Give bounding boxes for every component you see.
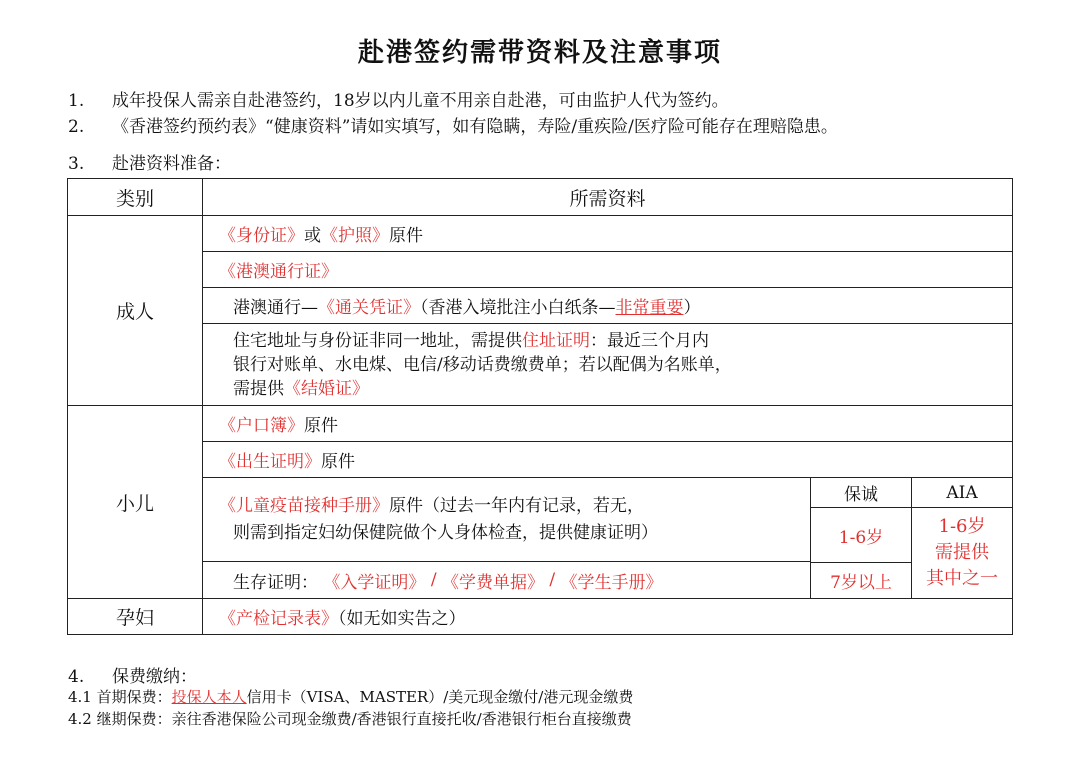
doc-id-card: 《身份证》 [219, 226, 304, 246]
first-premium-line: 4.1 首期保费：投保人本人信用卡（VISA、MASTER）/美元现金缴付/港元现金缴费 [68, 688, 634, 706]
vaccine-record-block [203, 478, 810, 562]
note-text: 成年投保人需亲自赴港签约，18岁以内儿童不用亲自赴港，可由监护人代为签约。 [112, 91, 729, 111]
doc-prefix: 生存证明： [233, 572, 318, 593]
prudential-column [811, 478, 912, 563]
address-line-2: 银行对账单、水电煤、电信/移动话费缴费单；若以配偶为名账单， [233, 354, 732, 375]
policyholder-emphasis: 投保人本人 [171, 688, 247, 706]
table-row [68, 288, 1013, 324]
category-pregnant: 孕妇 [68, 599, 203, 635]
note-number: 3. [68, 154, 85, 174]
prudential-header: 保诚 [811, 478, 911, 508]
prudential-age-range: 1-6岁 [838, 527, 884, 548]
note-number: 2. [68, 117, 85, 137]
materials-cell [203, 288, 1013, 324]
materials-cell [203, 216, 1013, 252]
survival-proof-block: 生存证明： 《入学证明》 / 《学费单据》 / 《学生手册》 [203, 562, 810, 598]
page-title: 赴港签约需带资料及注意事项 [357, 38, 722, 68]
materials-cell [203, 324, 1013, 406]
doc-suffix: （如无如实告之） [338, 609, 466, 629]
aia-header: AIA [912, 478, 1012, 508]
doc-suffix: ） [683, 298, 701, 318]
materials-header: 所需资料 [203, 179, 1013, 216]
prudential-age-over-7: 7岁以上 [811, 563, 912, 599]
premium-heading: 4. 保费缴纳： [68, 667, 197, 687]
doc-suffix: 原件 [389, 226, 423, 246]
category-child: 小儿 [68, 406, 203, 599]
table-row [68, 442, 1013, 478]
doc-tuition-receipt: 《学费单据》 [441, 572, 544, 593]
materials-cell [203, 442, 1013, 478]
renewal-premium-line: 4.2 继期保费：亲往香港保险公司现金缴费/香港银行直接托收/香港银行柜台直接缴费 [68, 710, 632, 728]
note-1 [68, 86, 729, 111]
table-row [68, 599, 1013, 635]
aia-column [912, 478, 1013, 599]
doc-birth-certificate: 《出生证明》 [219, 452, 321, 472]
doc-suffix: 原件 [321, 452, 355, 472]
important-emphasis: 非常重要 [615, 298, 684, 318]
doc-note: （香港入境批注小白纸条— [420, 298, 616, 318]
doc-student-handbook: 《学生手册》 [560, 572, 663, 593]
table-row [68, 406, 1013, 442]
requirements-table [67, 178, 1013, 635]
doc-suffix: 原件 [304, 416, 338, 436]
table-row [68, 252, 1013, 288]
materials-cell [203, 478, 811, 599]
note-text: 赴港资料准备： [112, 154, 231, 174]
doc-passport: 《护照》 [321, 226, 389, 246]
address-line-1: 住宅地址与身份证非同一地址，需提供住址证明：最近三个月内 [233, 330, 709, 351]
note-number: 1. [68, 91, 85, 111]
note-3 [68, 149, 231, 174]
aia-requirement: 1-6岁 需提供 其中之一 [926, 516, 998, 589]
vaccine-line-2: 则需到指定妇幼保健院做个人身体检查，提供健康证明） [233, 522, 658, 543]
address-line-3: 需提供《结婚证》 [233, 378, 369, 399]
table-row [68, 478, 1013, 563]
table-row [68, 324, 1013, 406]
materials-cell [203, 406, 1013, 442]
doc-household-register: 《户口簿》 [219, 416, 304, 436]
doc-clearance-slip: 《通关凭证》 [318, 298, 420, 318]
vaccine-line-1: 《儿童疫苗接种手册》原件（过去一年内有记录，若无， [219, 495, 644, 516]
doc-hk-macau-permit: 《港澳通行证》 [219, 262, 338, 282]
doc-prefix: 港澳通行— [233, 298, 318, 318]
materials-cell [203, 252, 1013, 288]
category-header: 类别 [68, 179, 203, 216]
materials-cell [203, 599, 1013, 635]
category-adult: 成人 [68, 216, 203, 406]
doc-enrollment-proof: 《入学证明》 [323, 572, 426, 593]
table-header-row [68, 179, 1013, 216]
note-2 [68, 112, 838, 137]
doc-prenatal-record: 《产检记录表》 [219, 609, 338, 629]
note-text: 《香港签约预约表》“健康资料”请如实填写，如有隐瞒，寿险/重疾险/医疗险可能存在理赔隐患。 [112, 117, 838, 137]
connector-text: 或 [304, 226, 321, 246]
table-row [68, 216, 1013, 252]
